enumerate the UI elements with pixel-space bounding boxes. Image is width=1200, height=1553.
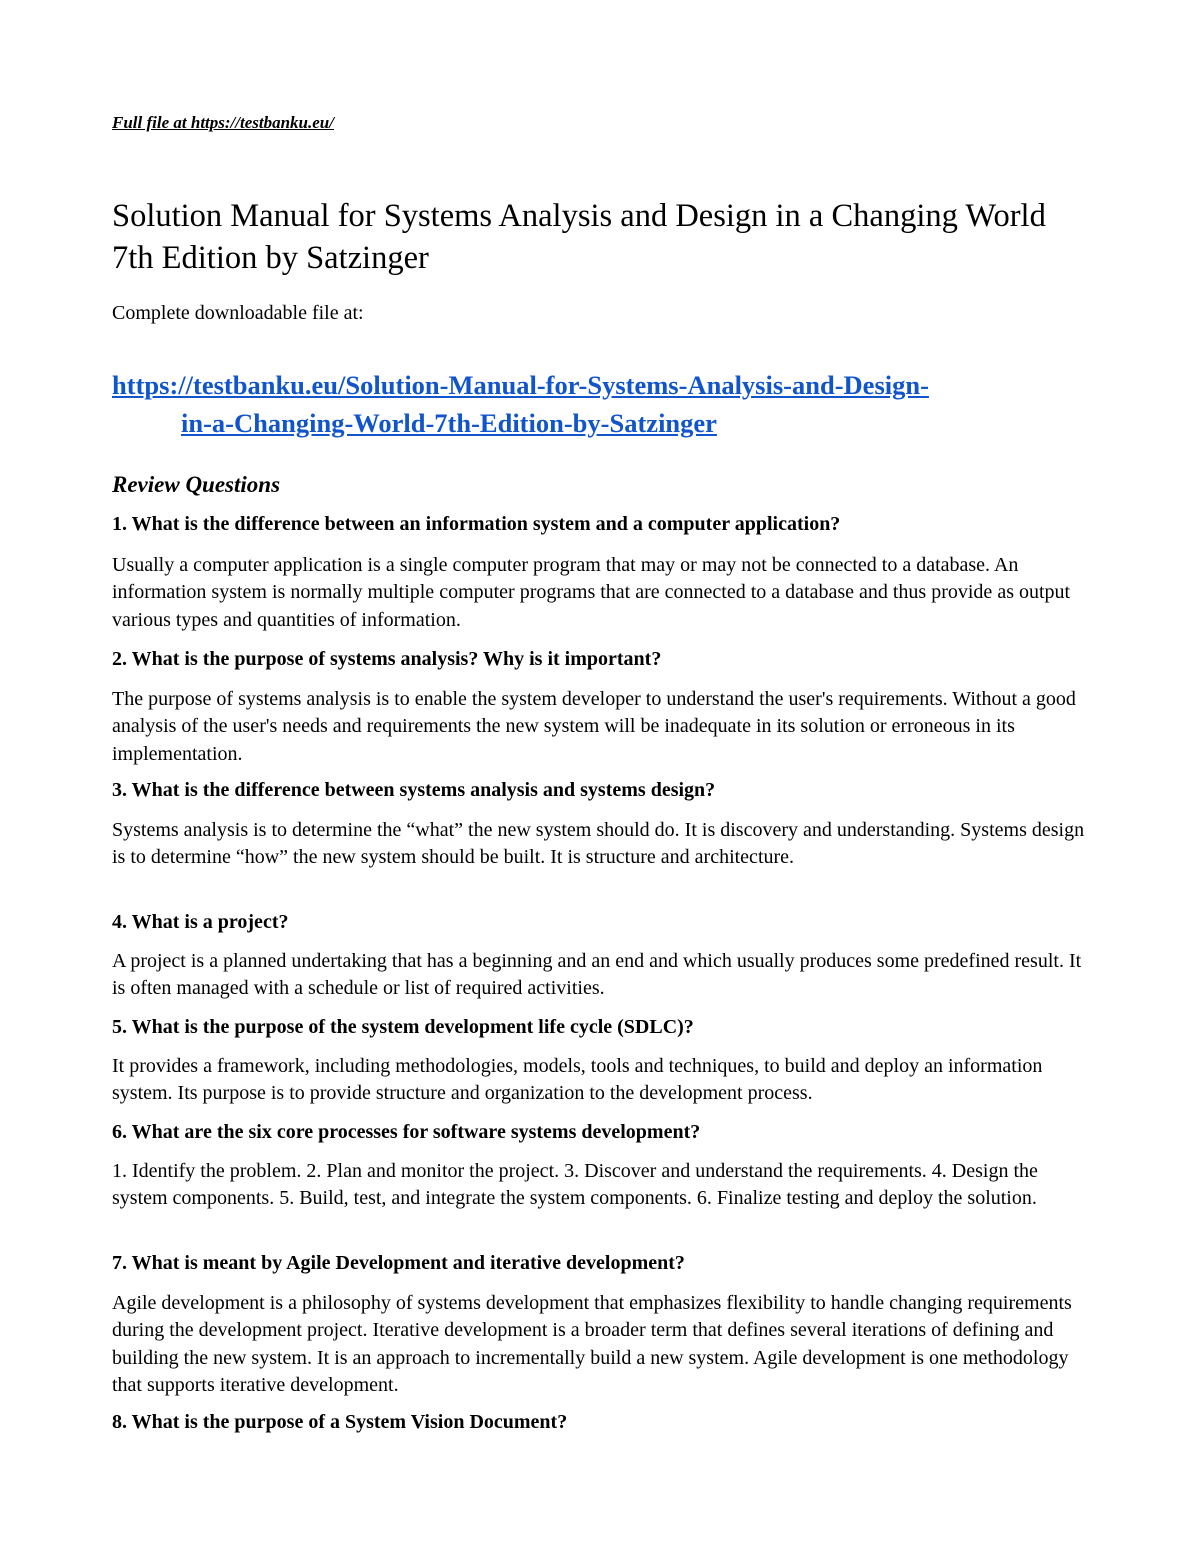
question-7: 7. What is meant by Agile Development and iterative development?: [112, 1252, 685, 1274]
download-link-line-2[interactable]: in-a-Changing-World-7th-Edition-by-Satzinger: [181, 408, 717, 438]
question-4: 4. What is a project?: [112, 911, 289, 933]
document-title: Solution Manual for Systems Analysis and Design in a Changing World 7th Edition by Satzinger: [112, 198, 1046, 276]
question-6: 6. What are the six core processes for software systems development?: [112, 1121, 701, 1143]
answer-3: Systems analysis is to determine the “what” the new system should do. It is discovery and understanding. Systems design is to determine “how” the new system should be built. It is structure and architecture.: [112, 819, 1085, 869]
answer-5: It provides a framework, including methodologies, models, tools and techniques, to build and deploy an information system. Its purpose is to provide structure and organization to the development process.: [112, 1055, 1043, 1105]
question-3: 3. What is the difference between systems analysis and systems design?: [112, 779, 716, 801]
download-link-line-1[interactable]: https://testbanku.eu/Solution-Manual-for-Systems-Analysis-and-Design-: [112, 370, 929, 400]
question-1: 1. What is the difference between an information system and a computer application?: [112, 513, 841, 535]
section-heading: Review Questions: [112, 472, 281, 497]
answer-7: Agile development is a philosophy of systems development that emphasizes flexibility to handle changing requirements during the development project. Iterative development is a broader term that defines several iterations of defining and building the new system. It is an approach to incrementally build a new system. Agile development is one methodology that supports iterative development.: [112, 1292, 1072, 1396]
top-file-link[interactable]: Full file at https://testbanku.eu/: [112, 113, 334, 132]
question-5: 5. What is the purpose of the system development life cycle (SDLC)?: [112, 1016, 694, 1038]
answer-2: The purpose of systems analysis is to enable the system developer to understand the user's requirements. Without a good analysis of the user's needs and requirements the new system will be inadequate in its solution or erroneous in its implementation.: [112, 688, 1076, 765]
answer-1: Usually a computer application is a single computer program that may or may not be connected to a database. An information system is normally multiple computer programs that are connected to a database and thus provide as output various types and quantities of information.: [112, 554, 1071, 631]
download-lead-text: Complete downloadable file at:: [112, 302, 364, 324]
question-8: 8. What is the purpose of a System Vision Document?: [112, 1411, 568, 1433]
answer-4: A project is a planned undertaking that has a beginning and an end and which usually produces some predefined result. It is often managed with a schedule or list of required activities.: [112, 950, 1082, 1000]
answer-6: 1. Identify the problem. 2. Plan and monitor the project. 3. Discover and understand the requirements. 4. Design the system components. 5. Build, test, and integrate the system components. 6. Finalize testing and deploy the solution.: [112, 1160, 1038, 1210]
download-link[interactable]: [112, 366, 1102, 442]
question-2: 2. What is the purpose of systems analysis? Why is it important?: [112, 648, 662, 670]
